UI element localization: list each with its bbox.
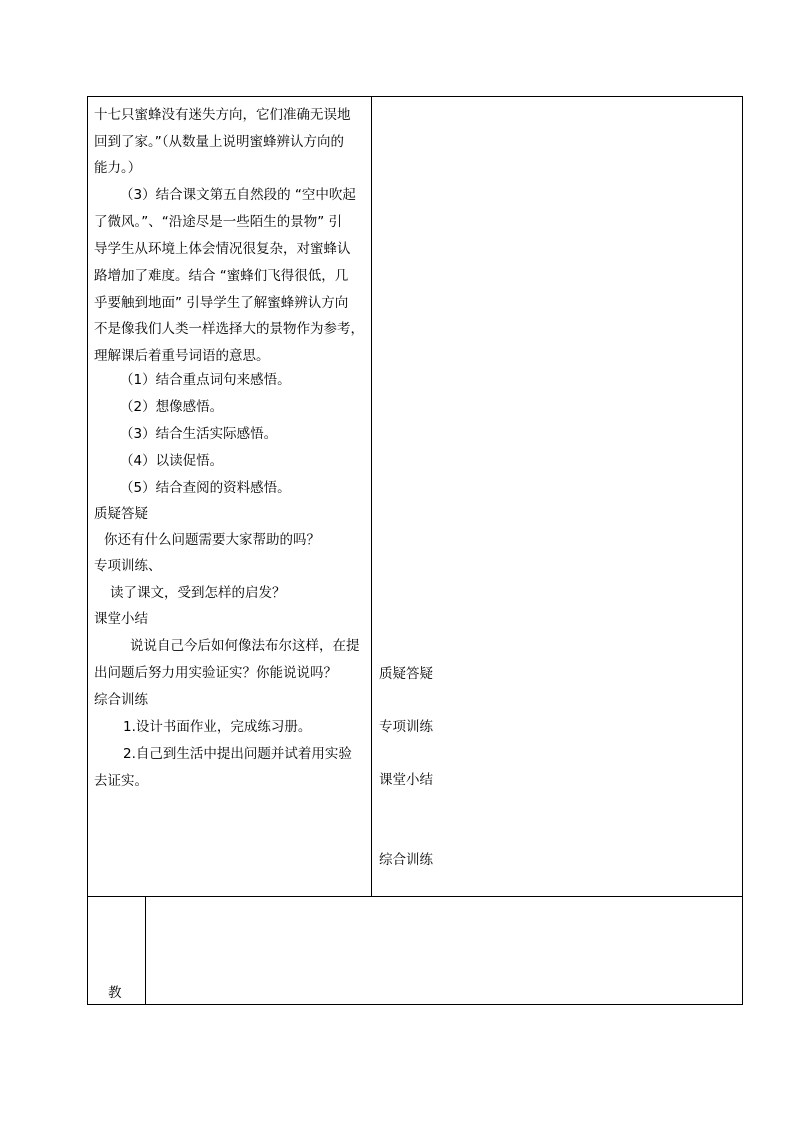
design-intent-cell — [372, 97, 742, 896]
right-label: 课堂小结 — [379, 772, 433, 788]
right-label: 质疑答疑 — [379, 666, 433, 682]
text-line: 出问题后努力用实验证实？你能说说吗？ — [94, 665, 337, 681]
teaching-process-cell — [88, 97, 371, 896]
text-line: 能力。） — [94, 160, 142, 176]
text-line: 回到了家。”（从数量上说明蜜蜂辨认方向的 — [94, 134, 344, 150]
text-line: 导学生从环境上体会情况很复杂，对蜜蜂认 — [94, 241, 351, 257]
lesson-plan-table — [87, 96, 743, 897]
text-line: （4）以读促悟。 — [120, 453, 224, 469]
section-heading: 专项训练、 — [94, 558, 162, 574]
text-line: （1）结合重点词句来感悟。 — [120, 372, 291, 388]
text-line: （5）结合查阅的资料感悟。 — [120, 480, 291, 496]
text-line: 不是像我们人类一样选择大的景物作为参考， — [94, 321, 364, 337]
text-line: 1.设计书面作业，完成练习册。 — [123, 719, 312, 735]
text-line: 读了课文，受到怎样的启发？ — [110, 585, 286, 601]
text-line: 去证实。 — [94, 773, 148, 789]
section-heading: 课堂小结 — [94, 611, 148, 627]
text-line: 十七只蜜蜂没有迷失方向，它们准确无误地 — [94, 107, 351, 123]
text-line: （3）结合课文第五自然段的 “空中吹起 — [120, 187, 356, 203]
row-label: 教 — [108, 985, 122, 1001]
text-line: 2.自己到生活中提出问题并试着用实验 — [123, 746, 352, 762]
right-label: 专项训练 — [379, 719, 433, 735]
text-line: 路增加了难度。结合 “蜜蜂们飞得很低，几 — [94, 268, 349, 284]
text-line: 了微风。”、“沿途尽是一些陌生的景物” 引 — [94, 214, 343, 230]
section-heading: 质疑答疑 — [94, 506, 148, 522]
text-line: 你还有什么问题需要大家帮助的吗？ — [104, 532, 320, 548]
column-divider — [145, 897, 146, 1004]
right-label: 综合训练 — [379, 852, 433, 868]
text-line: 乎要触到地面” 引导学生了解蜜蜂辨认方向 — [94, 295, 349, 311]
text-line: 说说自己今后如何像法布尔这样，在提 — [130, 638, 360, 654]
text-line: 理解课后着重号词语的意思。 — [94, 348, 270, 364]
section-heading: 综合训练 — [94, 692, 148, 708]
text-line: （3）结合生活实际感悟。 — [120, 426, 278, 442]
text-line: （2）想像感悟。 — [120, 399, 224, 415]
reflection-table — [87, 896, 743, 1005]
